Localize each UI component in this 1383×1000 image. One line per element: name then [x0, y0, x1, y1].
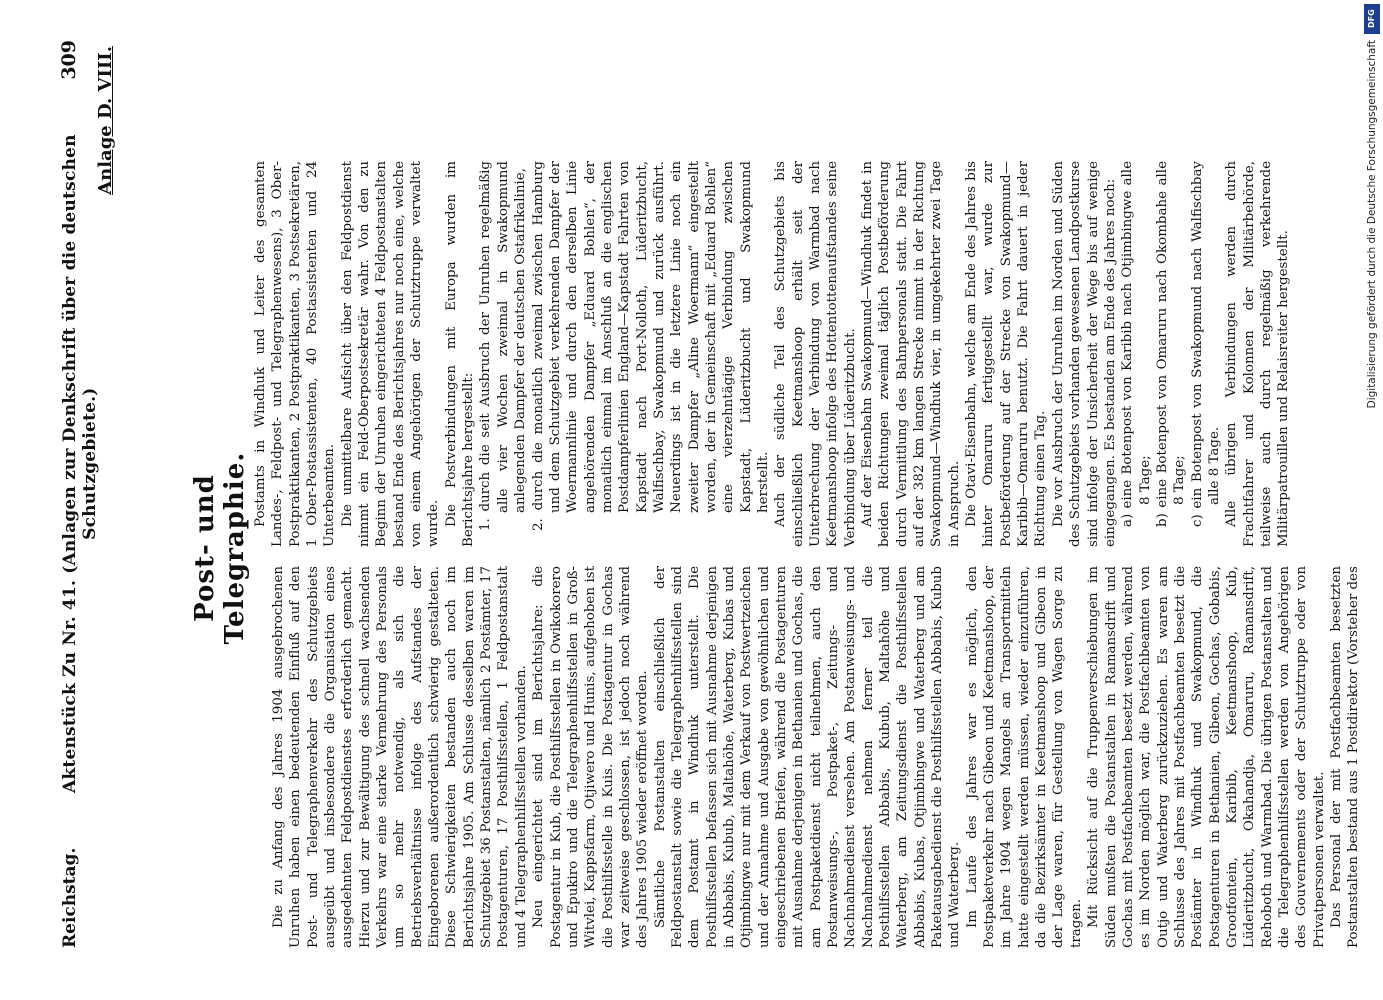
paragraph: Die unmittelbare Aufsicht über den Feldpostdienst nimmt ein Feld-Oberpostsekretär wahr. Von den zu Beginn der Unruhen eingerichteten 4 Feldpostanstalten bestand Ende des Berichtsjahres nur noch eine, welche von einem Angehörigen der Schutztruppe verwaltet wurde.: [339, 161, 442, 547]
digitization-note: Digitalisierung gefördert durch die Deutsche Forschungsgemeinschaft: [1366, 40, 1378, 409]
header-center: Aktenstück Zu Nr. 41. (Anlagen zur Denkschrift über die deutschen Schutzgebiete.): [60, 134, 100, 793]
list-item: b) eine Botenpost von Omaruru nach Okombahe alle 8 Tage;: [1154, 161, 1188, 527]
paragraph: Auf der Eisenbahn Swakopmund—Windhuk findet in beiden Richtungen zweimal täglich Postbeförderung durch Vermittlung des Bahnpersonals statt. Die Fahrt auf der 382 km langen Strecke nimmt in der Richtung Swakopmund—Windhuk vier, in umgekehrter zwei Tage in Anspruch.: [860, 161, 962, 547]
paragraph: Das Personal der mit Postfachbeamten besetzten Postanstalten bestand aus 1 Postdirektor (Vorsteher des: [1328, 566, 1362, 948]
paragraph: Die vor Ausbruch der Unruhen im Norden und Süden des Schutzgebiets vorhanden gewesenen Landpostkurse sind infolge der Unsicherheit der Wege bis auf wenige eingegangen. Es bestanden am Ende des Jahres noch:: [1050, 161, 1118, 547]
running-header: [58, 40, 100, 948]
appendix-label: Anlage D. VIII.: [95, 46, 116, 195]
paragraph: Sämtliche Postanstalten einschließlich der Feldpostanstalt sowie die Telegraphenhilfsstellen sind dem Postamt in Windhuk unterstellt. Die Posthilfsstellen befassen sich mit Ausnahme derjenigen in Abbabis, Kubub, Maltahöhe, Waterberg, Kubas und Otjimbingwe nur mit dem Verkauf von Postwertzeichen und der Annahme und Ausgabe von gewöhnlichen und eingeschriebenen Briefen, während die Postagenturen mit Ausnahme derjenigen in Bethanien und Gochas, die am Postpaketdienst nicht teilnehmen, auch den Postanweisungs-, Postpaket-, Zeitungs- und Nachnahmedienst versehen. Am Postanweisungs- und Nachnahmedienst nehmen ferner teil die Posthilfsstellen Abbabis, Kubub, Maltahöhe und Waterberg, am Zeitungsdienst die Posthilfsstellen Abbabis, Kubas, Otjimbingwe und Waterberg und am Paketausgabedienst die Posthilfsstellen Abbabis, Kubub und Waterberg.: [652, 566, 963, 948]
paragraph: Alle übrigen Verbindungen werden durch Frachtfahrer und Kolonnen der Militärbehörde, teilweise auch durch regelmäßig verkehrende Militärpatrouillen und Relaisreiter hergestellt.: [1224, 161, 1292, 547]
list-item: 1. durch die seit Ausbruch der Unruhen regelmäßig alle vier Wochen zweimal in Swakopmund anlegenden Dampfer der deutschen Ostafrikalinie,: [478, 161, 529, 531]
right-column: [252, 161, 1292, 547]
section-title: Post- und Telegraphie.: [190, 451, 250, 645]
paragraph: Auch der südliche Teil des Schutzgebiets bis einschließlich Keetmanshoop erhält seit der Unterbrechung der Verbindung von Warmbad nach Keetmanshoop infolge des Hottentottenaufstandes seine Verbindung über Lüderitzbucht.: [773, 161, 858, 547]
scan-sidebar: [1361, 0, 1383, 1000]
paragraph: Die Otavi-Eisenbahn, welche am Ende des Jahres bis hinter Omaruru fertiggestellt war, wurde zur Postbeförderung auf der Strecke von Swakopmund—Karibib—Omaruru benutzt. Die Fahrt dauert in jeder Richtung einen Tag.: [964, 161, 1049, 547]
dfg-logo: DFG: [1364, 4, 1380, 34]
paragraph: Mit Rücksicht auf die Truppenverschiebungen im Süden mußten die Postanstalten in Ramansdrift und Gochas mit Postfachbeamten besetzt werden, während es im Norden möglich war, die Postfachbeamten von Outjo und Waterberg zurückzuziehen. Es waren am Schlusse des Jahres mit Postfachbeamten besetzt die Postämter in Windhuk und Swakopmund, die Postagenturen in Bethanien, Gibeon, Gochas, Gobabis, Grootfontein, Karibib, Keetmanshoop, Kub, Lüderitzbucht, Okahandja, Omaruru, Ramansdrift, Rehoboth und Warmbad. Die übrigen Postanstalten und die Telegraphenhilfsstellen werden von Angehörigen des Gouvernements oder der Schutztruppe oder von Privatpersonen verwaltet.: [1086, 566, 1327, 948]
list-item: a) eine Botenpost von Karibib nach Otjimbingwe alle 8 Tage;: [1120, 161, 1153, 527]
page-number: 309: [58, 40, 80, 80]
paragraph: Die Postverbindungen mit Europa wurden im Berichtsjahre hergestellt:: [443, 161, 477, 547]
paragraph: Postamts in Windhuk und Leiter des gesamten Landes-, Feldpost- und Telegraphenwesens), 3 Ober-Postpraktikanten, 2 Postpraktikanten, 3 Postsekretären, 1 Ober-Postassistenten, 40 Postassistenten und 24 Unterbeamten.: [253, 161, 338, 547]
left-column: [270, 566, 1362, 948]
list-item: c) ein Botenpost von Swakopmund nach Walfischbay alle 8 Tage.: [1189, 161, 1222, 527]
paragraph: Im Laufe des Jahres war es möglich, den Postpaketverkehr nach Gibeon und Keetmanshoop, der im Jahre 1904 wegen Mangels an Transportmitteln hatte eingestellt werden müssen, wieder einzuführen, da die Bezirksämter in Keetmanshoop und Gibeon in der Lage waren, für Gestellung von Wagen Sorge zu tragen.: [964, 566, 1084, 948]
paragraph: Die zu Anfang des Jahres 1904 ausgebrochenen Unruhen haben einen bedeutenden Einfluß auf den Post- und Telegraphenverkehr des Schutzgebiets ausgeübt und insbesondere die Organisation eines ausgedehnten Feldpostdienstes erforderlich gemacht. Hierzu und zur Bewältigung des schnell wachsenden Verkehrs war eine starke Vermehrung des Personals um so mehr notwendig, als sich die Betriebsverhältnisse infolge des Aufstandes der Eingeborenen außerordentlich schwierig gestalteten. Diese Schwierigkeiten bestanden auch noch im Berichtsjahre 1905. Am Schlusse desselben waren im Schutzgebiet 36 Postanstalten, nämlich 2 Postämter, 17 Postagenturen, 17 Posthilfsstellen, 1 Feldpostanstalt und 4 Telegraphenhilfsstellen vorhanden.: [271, 566, 529, 948]
header-left: Reichstag.: [60, 847, 80, 948]
paragraph: Neu eingerichtet sind im Berichtsjahre: die Postagentur in Kub, die Posthilfsstellen in Owikokorero und Epukiro und die Telegraphenhilfsstellen in Groß-Witvlei, Kappsfarm, Otjiwero und Hunis, aufgehoben ist die Posthilfsstelle in Kuis. Die Postagentur in Gochas war zeitweise geschlossen, ist jedoch noch während des Jahres 1905 wieder eröffnet worden.: [531, 566, 651, 948]
list-item: 2. durch die monatlich zweimal zwischen Hamburg und dem Schutzgebiet verkehrenden Dampfer der Woermannlinie und durch den derselben Linie angehörenden Dampfer „Eduard Bohlen“, der monatlich einmal im Anschluß an die englischen Postdampferlinien England—Kapstadt Fahrten von Kapstadt nach Port-Nolloth, Lüderitzbucht, Walfischbay, Swakopmund und zurück ausführt. Neuerdings ist in die letztere Linie noch ein zweiter Dampfer „Aline Woermann“ eingestellt worden, der in Gemeinschaft mit „Eduard Bohlen“ eine vierzehntägige Verbindung zwischen Kapstadt, Lüderitzbucht und Swakopmund herstellt.: [530, 161, 771, 531]
